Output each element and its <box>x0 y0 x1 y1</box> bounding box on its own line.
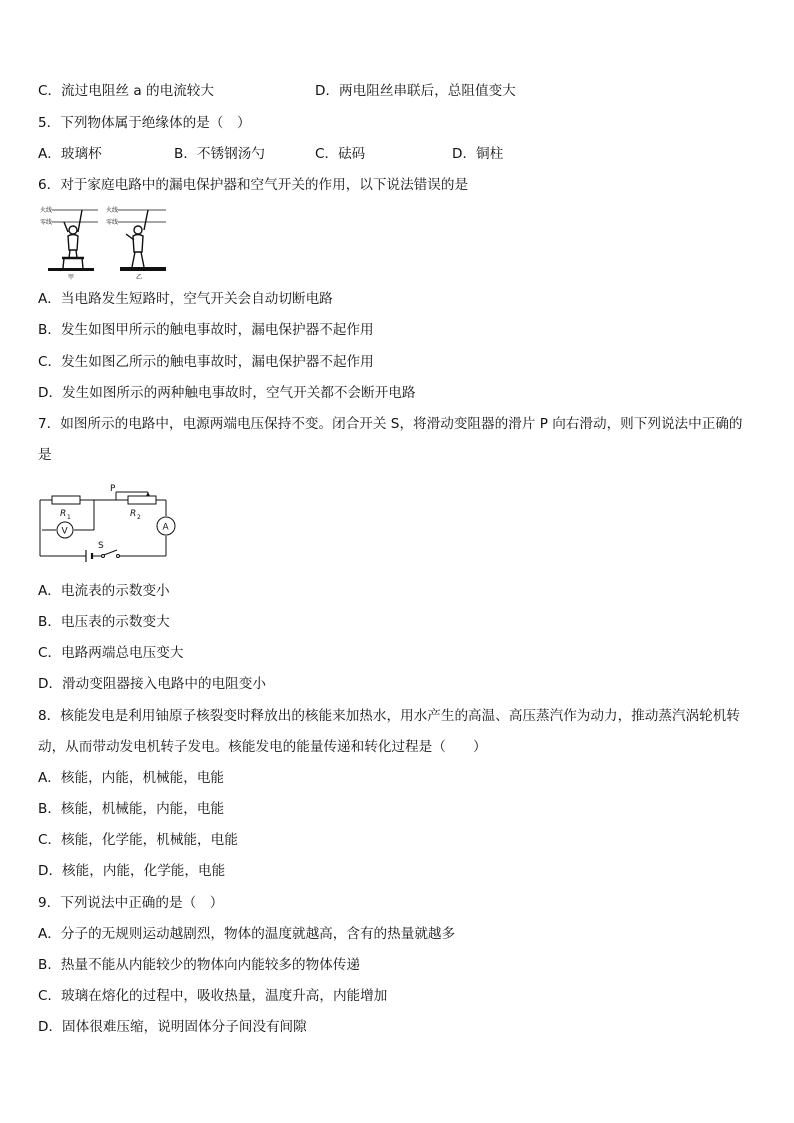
person-on-ground-icon <box>126 210 148 267</box>
q9-option-c: C．玻璃在熔化的过程中，吸收热量，温度升高，内能增加 <box>38 988 388 1004</box>
q6-electric-shock-figure <box>38 200 170 280</box>
q9-option-b: B．热量不能从内能较少的物体向内能较多的物体传递 <box>38 957 360 973</box>
q7-switch-label: S <box>98 541 104 551</box>
q4-option-c: C．流过电阻丝 a 的电流较大 <box>38 83 214 99</box>
q8-option-c: C．核能，化学能，机械能，电能 <box>38 832 238 848</box>
q5-option-c: C．砝码 <box>315 146 366 162</box>
q8-option-a: A．核能，内能，机械能，电能 <box>38 770 225 786</box>
q7-option-d: D．滑动变阻器接入电路中的电阻变小 <box>38 676 266 692</box>
q6-option-a: A．当电路发生短路时，空气开关会自动切断电路 <box>38 291 333 307</box>
q7-option-b: B．电压表的示数变大 <box>38 614 170 630</box>
q6-figure-label-jia: 甲 <box>68 274 75 280</box>
q5-option-b: B．不锈钢汤勺 <box>174 146 265 162</box>
q6-stem: 6．对于家庭电路中的漏电保护器和空气开关的作用，以下说法错误的是 <box>38 177 469 193</box>
q6-neutral-wire-label-right: 零线 <box>106 219 119 226</box>
q7-option-a: A．电流表的示数变小 <box>38 583 170 599</box>
q5-option-a: A．玻璃杯 <box>38 146 102 162</box>
q7-slider-label: P <box>110 484 116 494</box>
resistor-r1-icon <box>52 496 80 504</box>
q6-fire-wire-label-left: 火线 <box>40 207 53 214</box>
person-on-stool-icon <box>62 210 84 268</box>
q8-stem-line2: 动，从而带动发电机转子发电。核能发电的能量传递和转化过程是（ ） <box>38 739 487 755</box>
q7-circuit-diagram <box>38 480 178 566</box>
q4-option-d: D．两电阻丝串联后，总阻值变大 <box>315 83 516 99</box>
q7-option-c: C．电路两端总电压变大 <box>38 645 184 661</box>
q6-fire-wire-label-right: 火线 <box>106 207 119 214</box>
q7-r1-label: R <box>60 509 67 519</box>
q8-stem-line1: 8．核能发电是利用铀原子核裂变时释放出的核能来加热水，用水产生的高温、高压蒸汽作为动力，推动蒸汽涡轮机转 <box>38 708 740 724</box>
q9-option-d: D．固体很难压缩，说明固体分子间没有间隙 <box>38 1019 307 1035</box>
q9-stem: 9．下列说法中正确的是（ ） <box>38 895 224 911</box>
q6-option-c: C．发生如图乙所示的触电事故时，漏电保护器不起作用 <box>38 354 374 370</box>
q7-stem-line1: 7．如图所示的电路中，电源两端电压保持不变。闭合开关 S，将滑动变阻器的滑片 P 向右滑动，则下列说法中正确的 <box>38 416 743 432</box>
q6-figure-label-yi: 乙 <box>136 274 143 280</box>
q7-r2-label: R <box>130 509 137 519</box>
slider-arrow-icon <box>146 492 150 496</box>
q7-voltmeter-label: V <box>61 526 68 537</box>
q7-stem-line2: 是 <box>38 447 52 463</box>
q5-stem: 5．下列物体属于绝缘体的是（ ） <box>38 115 251 131</box>
rheostat-r2-icon <box>128 496 156 504</box>
q8-option-b: B．核能，机械能，内能，电能 <box>38 801 225 817</box>
q7-ammeter-label: A <box>162 522 169 533</box>
q6-option-b: B．发生如图甲所示的触电事故时，漏电保护器不起作用 <box>38 322 374 338</box>
q6-option-d: D．发生如图所示的两种触电事故时，空气开关都不会断开电路 <box>38 385 416 401</box>
switch-icon <box>102 550 120 558</box>
q5-option-d: D．铜柱 <box>452 146 504 162</box>
battery-icon <box>86 550 92 562</box>
q7-r1-subscript: 1 <box>67 514 71 521</box>
q9-option-a: A．分子的无规则运动越剧烈，物体的温度就越高，含有的热量就越多 <box>38 926 456 942</box>
q6-neutral-wire-label-left: 零线 <box>40 219 53 226</box>
q7-r2-subscript: 2 <box>137 514 141 521</box>
q8-option-d: D．核能，内能，化学能，电能 <box>38 863 226 879</box>
